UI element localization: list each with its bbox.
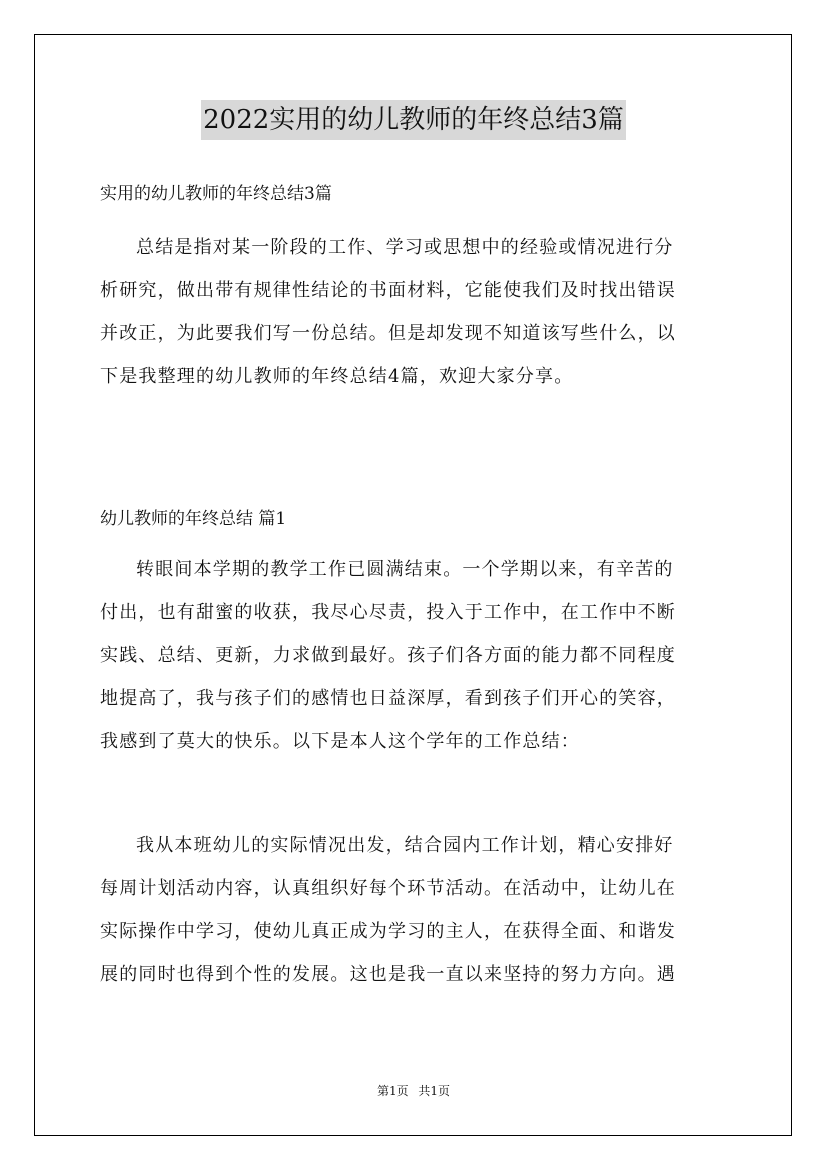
paragraph-line: 付出，也有甜蜜的收获，我尽心尽责，投入于工作中，在工作中不断: [100, 602, 676, 623]
page-number: 第1页: [376, 1084, 409, 1098]
page-footer: [0, 1082, 827, 1100]
section-heading: 幼儿教师的年终总结 篇1: [100, 509, 287, 529]
document-title: 2022实用的幼儿教师的年终总结3篇: [201, 100, 626, 140]
paragraph-line: 下是我整理的幼儿教师的年终总结4篇，欢迎大家分享。: [100, 366, 574, 387]
page-total: 共1页: [418, 1084, 451, 1098]
paragraph-line: 我感到了莫大的快乐。以下是本人这个学年的工作总结：: [100, 731, 580, 752]
paragraph-line: 转眼间本学期的教学工作已圆满结束。一个学期以来，有辛苦的: [136, 559, 674, 580]
title-container: [0, 100, 827, 140]
intro-paragraph: [100, 226, 728, 398]
paragraph-line: 每周计划活动内容，认真组织好每个环节活动。在活动中，让幼儿在: [100, 878, 676, 899]
paragraph-line: 我从本班幼儿的实际情况出发，结合园内工作计划，精心安排好: [136, 835, 674, 856]
paragraph-line: 并改正，为此要我们写一份总结。但是却发现不知道该写些什么，以: [100, 323, 676, 344]
document-subtitle: 实用的幼儿教师的年终总结3篇: [100, 184, 332, 204]
paragraph-line: 析研究，做出带有规律性结论的书面材料，它能使我们及时找出错误: [100, 280, 676, 301]
paragraph-line: 实践、总结、更新，力求做到最好。孩子们各方面的能力都不同程度: [100, 645, 676, 666]
body-paragraph-2: [100, 824, 728, 996]
paragraph-line: 展的同时也得到个性的发展。这也是我一直以来坚持的努力方向。遇: [100, 964, 676, 985]
paragraph-line: 地提高了，我与孩子们的感情也日益深厚，看到孩子们开心的笑容，: [100, 688, 676, 709]
body-paragraph-1: [100, 548, 728, 763]
paragraph-line: 实际操作中学习，使幼儿真正成为学习的主人，在获得全面、和谐发: [100, 921, 676, 942]
paragraph-line: 总结是指对某一阶段的工作、学习或思想中的经验或情况进行分: [136, 237, 674, 258]
